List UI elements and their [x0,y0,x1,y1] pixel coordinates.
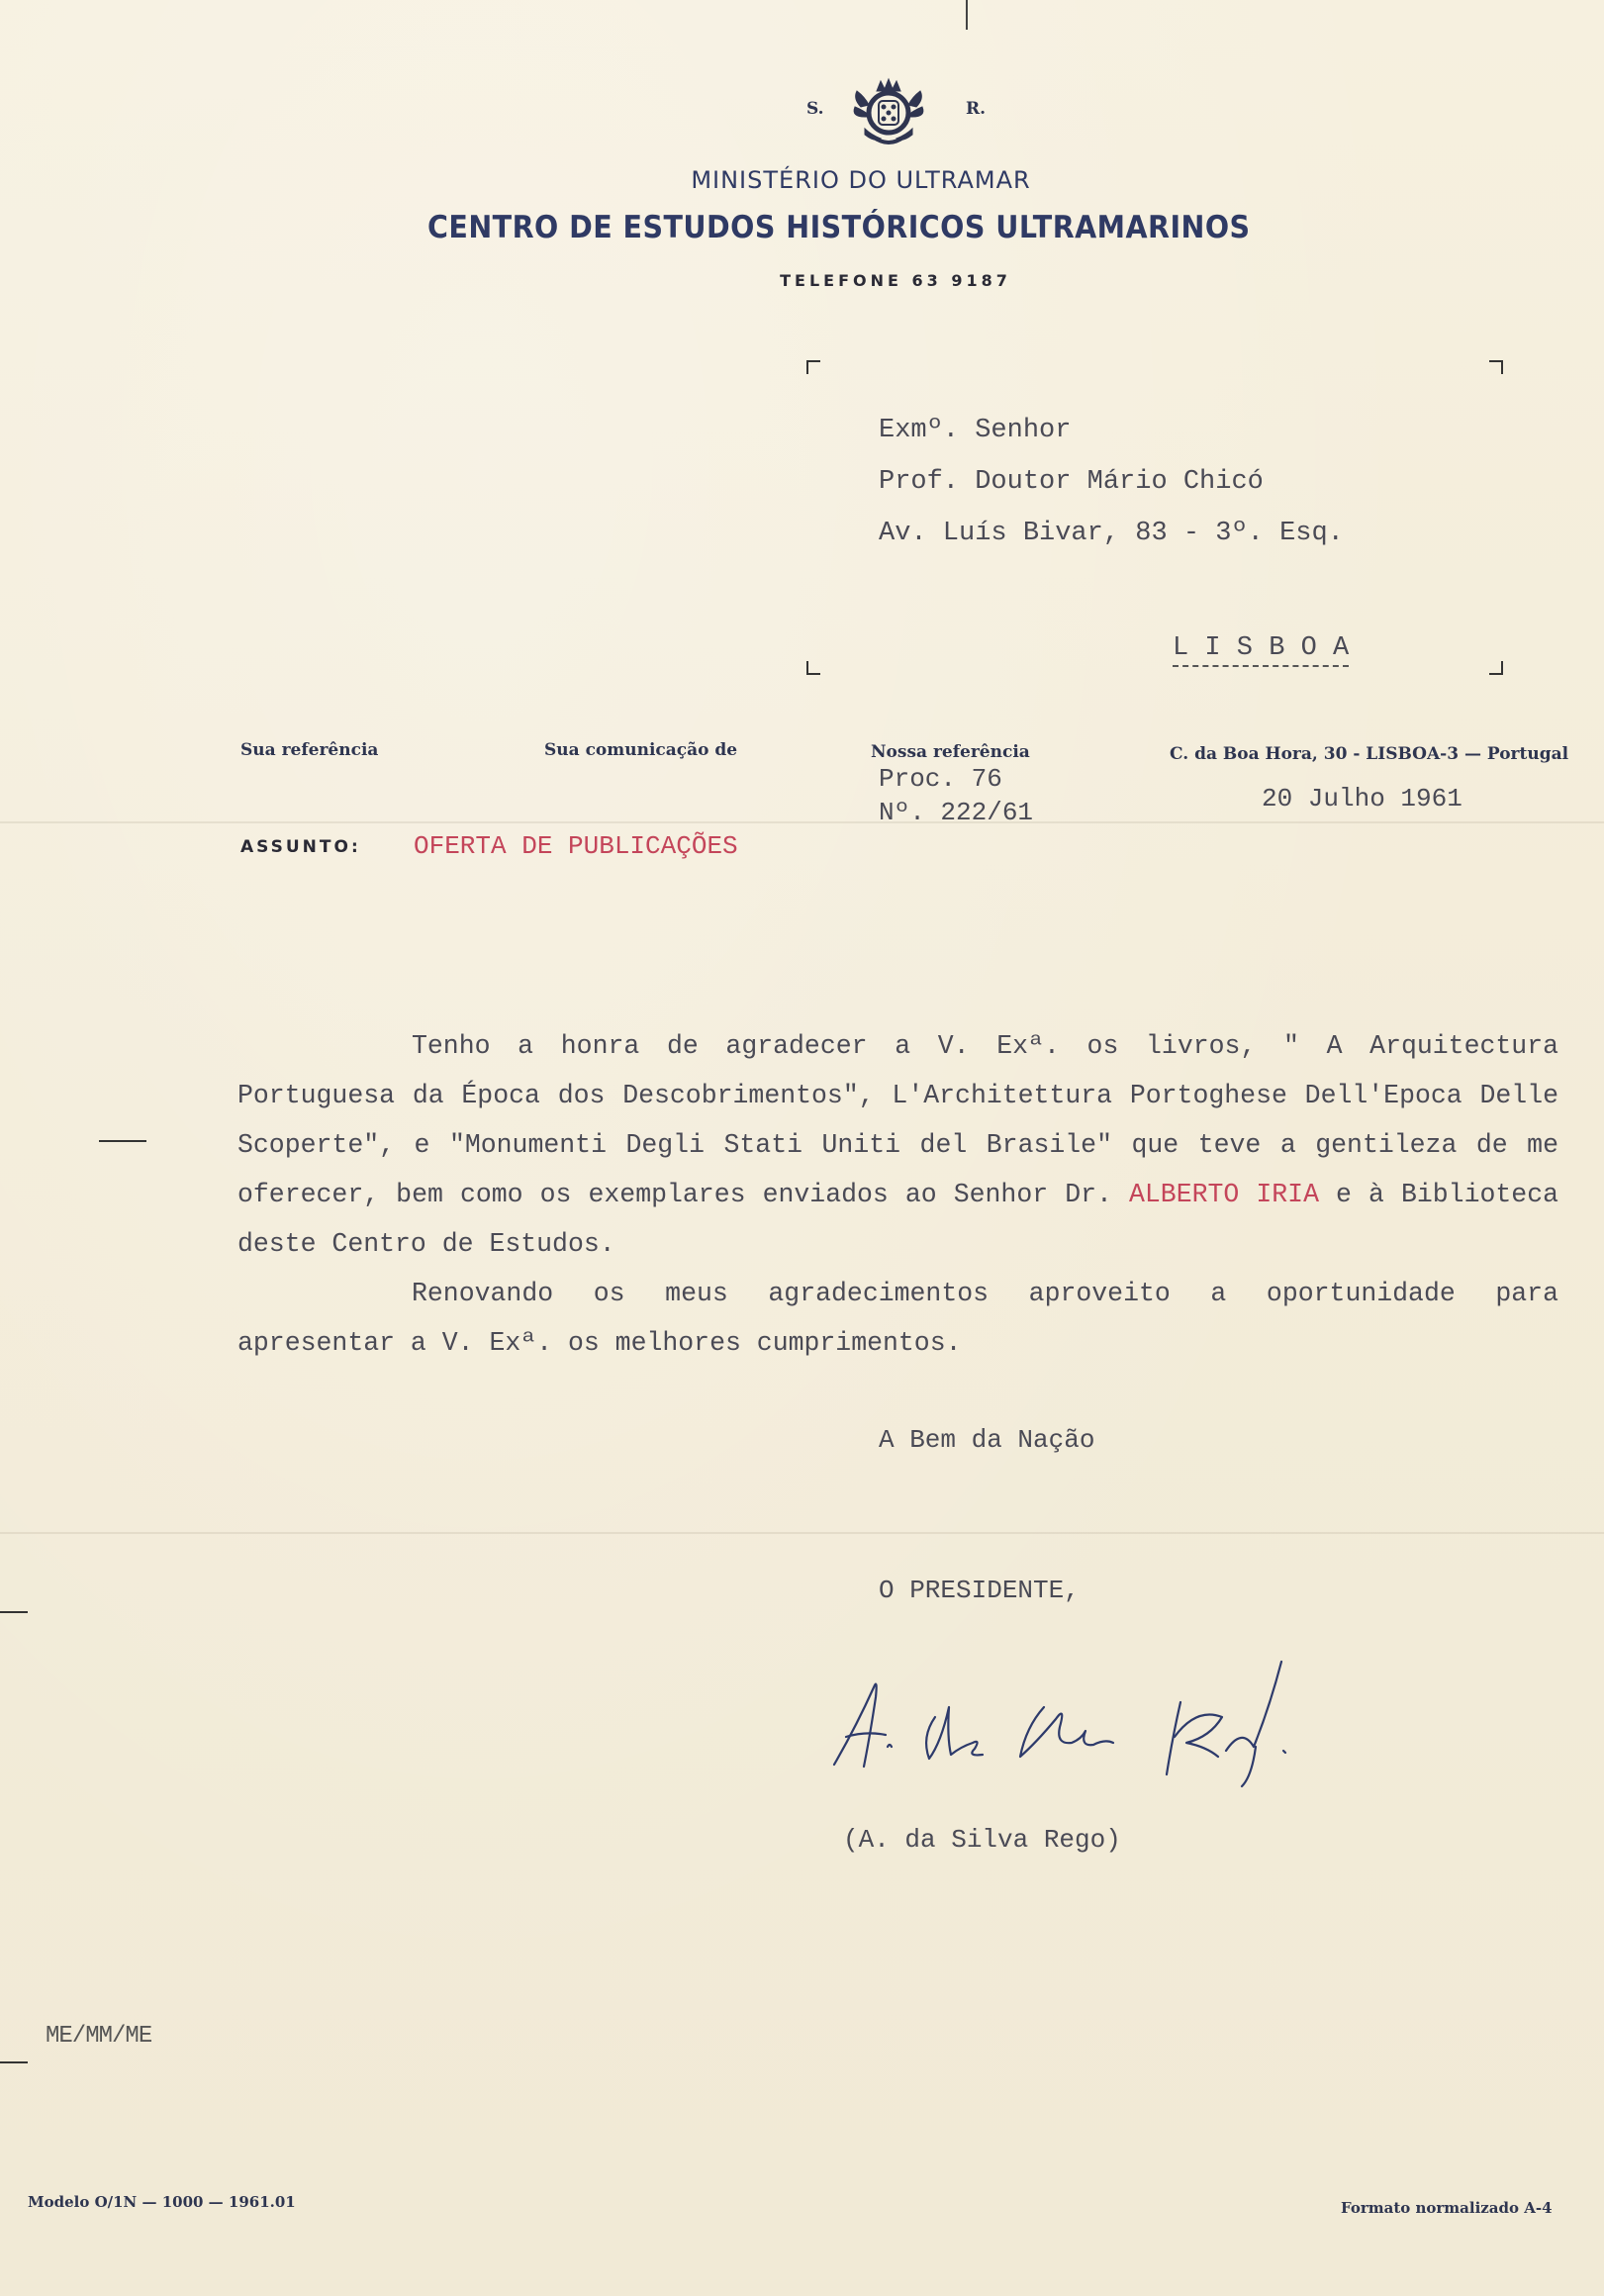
typist-initials: ME/MM/ME [46,2023,152,2050]
our-reference-number: Nº. 222/61 [879,798,1034,827]
signatory-name: (A. da Silva Rego) [843,1825,1121,1855]
paper-format: Formato normalizado A-4 [1341,2199,1553,2217]
address-window-corner [1489,360,1503,374]
body-paragraph-2: Renovando os meus agradecimentos aproveito a oportunidade para apresentar a V. Exª. os melhores cumprimentos. [237,1279,1558,1358]
telephone-line: TELEFONE 63 9187 [780,271,1011,290]
your-communication-label: Sua comunicação de [544,740,738,760]
subject-label: ASSUNTO: [240,837,361,857]
body-paragraph-1-end: e à Biblioteca deste Centro de Estudos. [237,1180,1558,1259]
letter-body [237,1021,1558,1368]
signatory-title: O PRESIDENTE, [879,1576,1080,1605]
closing-salutation: A Bem da Nação [879,1425,1095,1455]
letter-date: 20 Julho 1961 [1262,784,1462,813]
subject-value: OFERTA DE PUBLICAÇÕES [414,831,738,861]
handwritten-signature [826,1648,1301,1796]
top-tick [966,0,968,30]
our-reference-label: Nossa referência [871,742,1030,762]
paper-fold [0,821,1604,823]
our-reference-proc: Proc. 76 [879,764,1002,794]
body-paragraph-1-start: Tenho a honra de agradecer a V. Exª. os livros, " A Arquitectura Portuguesa da Época dos Descobrimentos", L'Architettura Portoghese Dell'Epoca Delle Scoperte", e "Monumenti Degli Stati Uniti del Brasile" que teve a gentileza de me oferecer, bem como os exemplares enviados ao Senhor Dr. [237,1031,1558,1209]
address-window-corner [806,661,820,675]
form-model: Modelo O/1N — 1000 — 1961.01 [28,2193,296,2211]
sender-address-label: C. da Boa Hora, 30 - LISBOA-3 — Portugal [1170,744,1569,764]
paper-fold [0,1532,1604,1534]
address-window-corner [806,360,820,374]
recipient-salutation: Exmº. Senhor [879,416,1072,445]
margin-tick [99,1140,146,1142]
recipient-address: Av. Luís Bivar, 83 - 3º. Esq. [879,519,1344,548]
body-paragraph-1 [237,1021,1558,1269]
recipient-city: L I S B O A [1173,633,1349,667]
ministry-name: MINISTÉRIO DO ULTRAMAR [691,166,1031,194]
letterhead-right-initial: R. [966,99,987,119]
coat-of-arms-icon [851,77,926,148]
address-window-corner [1489,661,1503,675]
recipient-name: Prof. Doutor Mário Chicó [879,467,1264,497]
margin-tick [0,1611,28,1613]
margin-tick [0,2061,28,2063]
highlighted-name: ALBERTO IRIA [1128,1180,1319,1209]
institution-name: CENTRO DE ESTUDOS HISTÓRICOS ULTRAMARINOS [427,210,1251,245]
letterhead-left-initial: S. [806,99,824,119]
your-reference-label: Sua referência [240,740,379,760]
